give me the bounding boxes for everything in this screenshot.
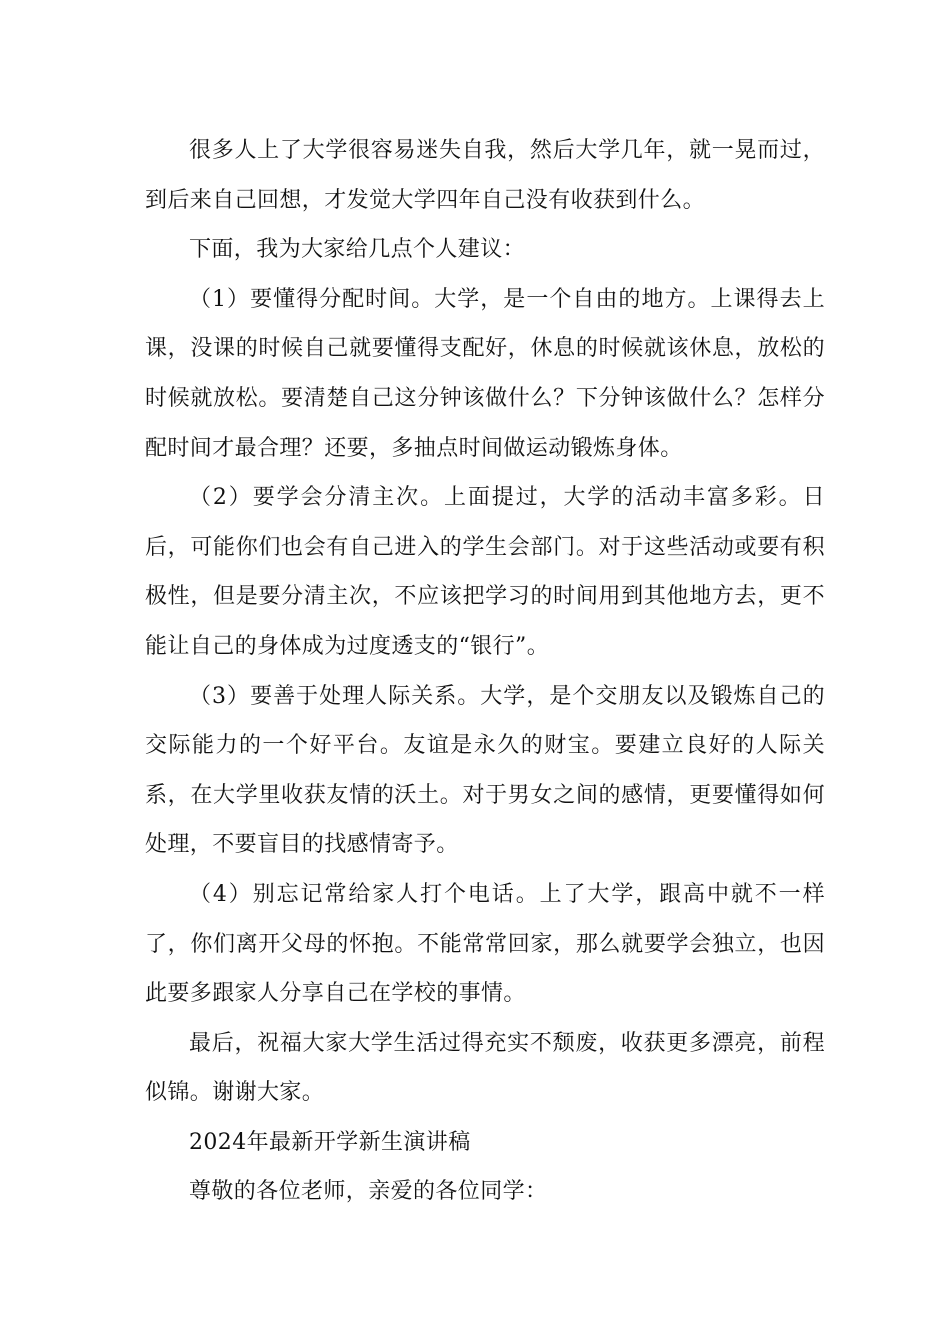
paragraph-advice-3: （3）要善于处理人际关系。大学，是个交朋友以及锻炼自己的交际能力的一个好平台。友谊是永久的财宝。要建立良好的人际关系，在大学里收获友情的沃土。对于男女之间的感情，更要懂得如何处理，不要盲目的找感情寄予。 (145, 683, 825, 858)
paragraph-advice-lead: 下面，我为大家给几点个人建议： (189, 237, 526, 263)
paragraph-intro: 很多人上了大学很容易迷失自我，然后大学几年，就一晃而过，到后来自己回想，才发觉大学四年自己没有收获到什么。 (145, 138, 825, 213)
document-body (145, 126, 825, 1217)
section-title: 2024年最新开学新生演讲稿 (189, 1129, 471, 1155)
paragraph-closing: 最后，祝福大家大学生活过得充实不颓废，收获更多漂亮，前程似锦。谢谢大家。 (145, 1030, 825, 1106)
paragraph-advice-4: （4）别忘记常给家人打个电话。上了大学，跟高中就不一样了，你们离开父母的怀抱。不能常常回家，那么就要学会独立，也因此要多跟家人分享自己在学校的事情。 (145, 881, 825, 1007)
paragraph-greeting: 尊敬的各位老师，亲爱的各位同学： (189, 1179, 548, 1205)
paragraph-advice-1: （1）要懂得分配时间。大学，是一个自由的地方。上课得去上课，没课的时候自己就要懂得支配好，休息的时候就该休息，放松的时候就放松。要清楚自己这分钟该做什么？下分钟该做什么？怎样分配时间才最合理？还要，多抽点时间做运动锻炼身体。 (145, 286, 825, 461)
paragraph-advice-2: （2）要学会分清主次。上面提过，大学的活动丰富多彩。日后，可能你们也会有自己进入的学生会部门。对于这些活动或要有积极性，但是要分清主次，不应该把学习的时间用到其他地方去，更不能让自己的身体成为过度透支的“银行”。 (145, 485, 825, 659)
